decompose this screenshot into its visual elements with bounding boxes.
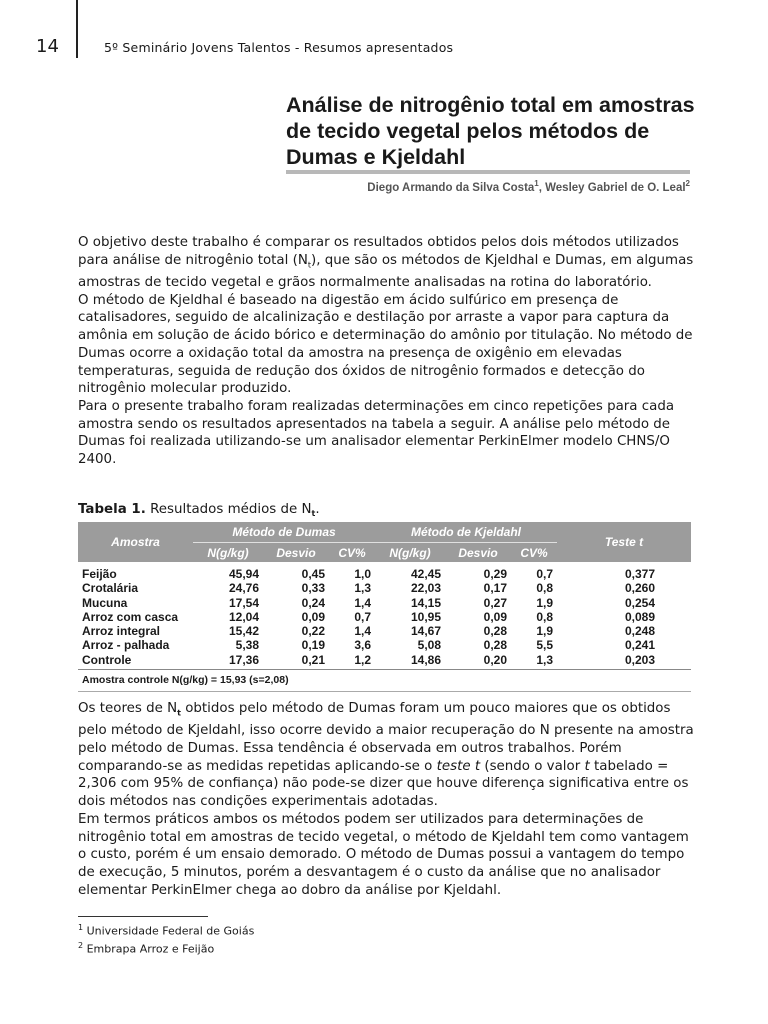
table-cell-t: 0,377 <box>624 567 655 581</box>
table-cell-amostra: Arroz com casca <box>82 609 179 624</box>
table-cell-k-n: 14,67 <box>410 624 441 639</box>
table-cell-amostra: Crotalária <box>82 581 139 596</box>
table-cell-d-desvio: 0,09 <box>301 609 325 624</box>
column-header-sample: Amostra <box>78 522 193 562</box>
table-cell-t: 0,254 <box>624 595 655 610</box>
table-cell-d-n: 15,42 <box>228 624 259 639</box>
table-cell-d-cv: 1,4 <box>354 595 371 610</box>
table-cell-k-cv: 1,3 <box>511 653 557 670</box>
header-divider <box>76 0 78 58</box>
table-cell-d-cv: 1,3 <box>354 581 371 596</box>
table-row <box>78 581 691 595</box>
results-table <box>78 522 691 670</box>
author-list: Diego Armando da Silva Costa$^1$, Wesley Gabriel de O. Leal$^2$ <box>367 179 690 194</box>
discussion-section <box>78 700 694 899</box>
author-name: Wesley Gabriel de O. Leal <box>545 181 686 194</box>
column-header-cv: CV% <box>329 543 375 563</box>
page-number: 14 <box>36 36 59 57</box>
table-row <box>78 638 691 652</box>
table-cell-k-n: 14,15 <box>410 595 441 610</box>
footnote: $^2$ Embrapa Arroz e Feijão <box>78 941 215 956</box>
table-cell-d-desvio: 0,24 <box>301 595 325 610</box>
discussion-paragraph: Em termos práticos ambos os métodos podem ser utilizados para determinações de nitrogênio total em amostras de tecido vegetal, o método de Kjeldahl tem como vantagem o custo, porém é um ensaio demorado. O método de Dumas possui a vantagem do tempo de execução, 5 minutos, porém a desvantagem é o custo da análise que no analisador elementar PerkinElmer chega ao dobro da análise por Kjeldahl. <box>78 811 689 898</box>
table-cell-d-n: 17,54 <box>228 595 259 610</box>
table-cell-k-desvio: 0,17 <box>483 581 507 596</box>
article-title: Análise de nitrogênio total em amostras de tecido vegetal pelos métodos de Dumas e Kjeldahl <box>286 93 695 169</box>
footnotes <box>78 921 254 957</box>
table-cell-amostra: Mucuna <box>82 595 128 610</box>
table-cell-k-cv: 1,9 <box>536 595 553 610</box>
table-cell-k-n: 10,95 <box>410 609 441 624</box>
table-cell-d-desvio: 0,21 <box>263 653 329 670</box>
table-cell-d-n: 24,76 <box>228 581 259 596</box>
table-cell-amostra: Arroz integral <box>82 624 161 639</box>
table-cell-k-desvio: 0,27 <box>483 595 507 610</box>
table-cell-d-n: 5,38 <box>235 638 259 653</box>
table-row <box>78 596 691 610</box>
table-cell-t: 0,248 <box>624 624 655 639</box>
table-cell-k-desvio: 0,20 <box>445 653 511 670</box>
table-cell-d-desvio: 0,19 <box>301 638 325 653</box>
table-note: Amostra controle N(g/kg) = 15,93 (s=2,08) <box>82 674 289 687</box>
column-header-n: N(g/kg) <box>193 543 263 563</box>
author-affiliation-mark: 2 <box>685 179 690 188</box>
table-row <box>78 653 691 670</box>
table-cell-d-n: 45,94 <box>228 567 259 581</box>
table-cell-k-desvio: 0,29 <box>483 567 507 581</box>
table-cell-d-desvio: 0,33 <box>301 581 325 596</box>
table-cell-k-cv: 0,7 <box>536 567 553 581</box>
column-header-desvio: Desvio <box>263 543 329 563</box>
column-header-test: Teste t <box>557 522 691 562</box>
table-row <box>78 624 691 638</box>
table-cell-k-n: 42,45 <box>410 567 441 581</box>
table-row <box>78 610 691 624</box>
title-rule <box>286 170 690 174</box>
table-cell-amostra: Controle <box>78 653 193 670</box>
intro-paragraph: O método de Kjeldhal é baseado na digestão em ácido sulfúrico em presença de catalisadores, seguido de alcalinização e destilação por arraste a vapor para captura da amônia em solução de ácido bórico e determinação do amônio por titulação. No método de Dumas ocorre a oxidação total da amostra na presença de oxigênio em elevadas temperaturas, seguida de redução dos óxidos de nitrogênio formados e detecção do nitrogênio molecular produzido. <box>78 292 693 397</box>
table-cell-k-n: 5,08 <box>417 638 441 653</box>
column-header-desvio: Desvio <box>445 543 511 563</box>
table-cell-k-cv: 5,5 <box>536 638 553 653</box>
table-cell-d-cv: 1,2 <box>329 653 375 670</box>
table-cell-t: 0,241 <box>624 638 655 653</box>
table-caption: Tabela 1. Resultados médios de $N_t$. <box>78 502 320 518</box>
table-cell-k-n: 22,03 <box>410 581 441 596</box>
table-cell-d-desvio: 0,45 <box>301 567 325 581</box>
table-cell-t: 0,260 <box>624 581 655 596</box>
table-cell-k-cv: 1,9 <box>536 624 553 639</box>
table-note-rule <box>78 691 691 692</box>
footnote: $^1$ Universidade Federal de Goiás <box>78 923 255 938</box>
table-cell-amostra: Feijão <box>82 567 117 581</box>
table-cell-d-n: 12,04 <box>228 609 259 624</box>
table-cell-k-desvio: 0,09 <box>483 609 507 624</box>
table-cell-d-cv: 3,6 <box>354 638 371 653</box>
table-cell-k-desvio: 0,28 <box>483 624 507 639</box>
table-cell-k-cv: 0,8 <box>536 609 553 624</box>
table-row <box>78 562 691 581</box>
results-table-container <box>78 522 691 692</box>
column-group-kjeldahl: Método de Kjeldahl <box>375 522 557 543</box>
table-cell-d-cv: 1,4 <box>354 624 371 639</box>
table-cell-d-cv: 1,0 <box>354 567 371 581</box>
footnote-rule <box>78 916 208 917</box>
table-cell-d-cv: 0,7 <box>354 609 371 624</box>
column-header-n: N(g/kg) <box>375 543 445 563</box>
table-cell-k-desvio: 0,28 <box>483 638 507 653</box>
intro-paragraph: O objetivo deste trabalho é comparar os resultados obtidos pelos dois métodos utilizados para análise de nitrogênio total $(N_t)$, que são os métodos de Kjeldhal e Dumas, em algumas amostras de tecido vegetal e grãos normalmente analisadas na rotina do laboratório. <box>78 235 694 291</box>
column-group-dumas: Método de Dumas <box>193 522 375 543</box>
table-cell-d-n: 17,36 <box>193 653 263 670</box>
table-cell-t: 0,089 <box>624 609 655 624</box>
intro-paragraph: Para o presente trabalho foram realizadas determinações em cinco repetições para cada amostra sendo os resultados apresentados na tabela a seguir. A análise pelo método de Dumas foi realizada utilizando-se um analisador elementar PerkinElmer modelo CHNS/O 2400. <box>78 399 675 468</box>
running-title: 5º Seminário Jovens Talentos - Resumos apresentados <box>104 40 454 55</box>
table-cell-d-desvio: 0,22 <box>301 624 325 639</box>
author-name: Diego Armando da Silva Costa <box>367 181 535 194</box>
discussion-paragraph: Os teores de $N_t$ obtidos pelo método de Dumas foram um pouco maiores que os obtidos pelo método de Kjeldahl, isso ocorre devido a maior recuperação do N presente na amostra pelo método de Dumas. Essa tendência é observada em outros trabalhos. Porém comparando-se as medidas repetidas aplicando-se o teste t (sendo o valor t tabelado = 2,306 com 95% de confiança) não pode-se dizer que houve diferença significativa entre os dois métodos nas condições experimentais adotadas. <box>78 701 694 810</box>
table-cell-k-n: 14,86 <box>375 653 445 670</box>
table-cell-t: 0,203 <box>557 653 691 670</box>
table-cell-k-cv: 0,8 <box>536 581 553 596</box>
author-affiliation-mark: 1 <box>534 179 539 188</box>
table-cell-amostra: Arroz - palhada <box>82 638 170 653</box>
intro-section <box>78 234 694 469</box>
column-header-cv: CV% <box>511 543 557 563</box>
